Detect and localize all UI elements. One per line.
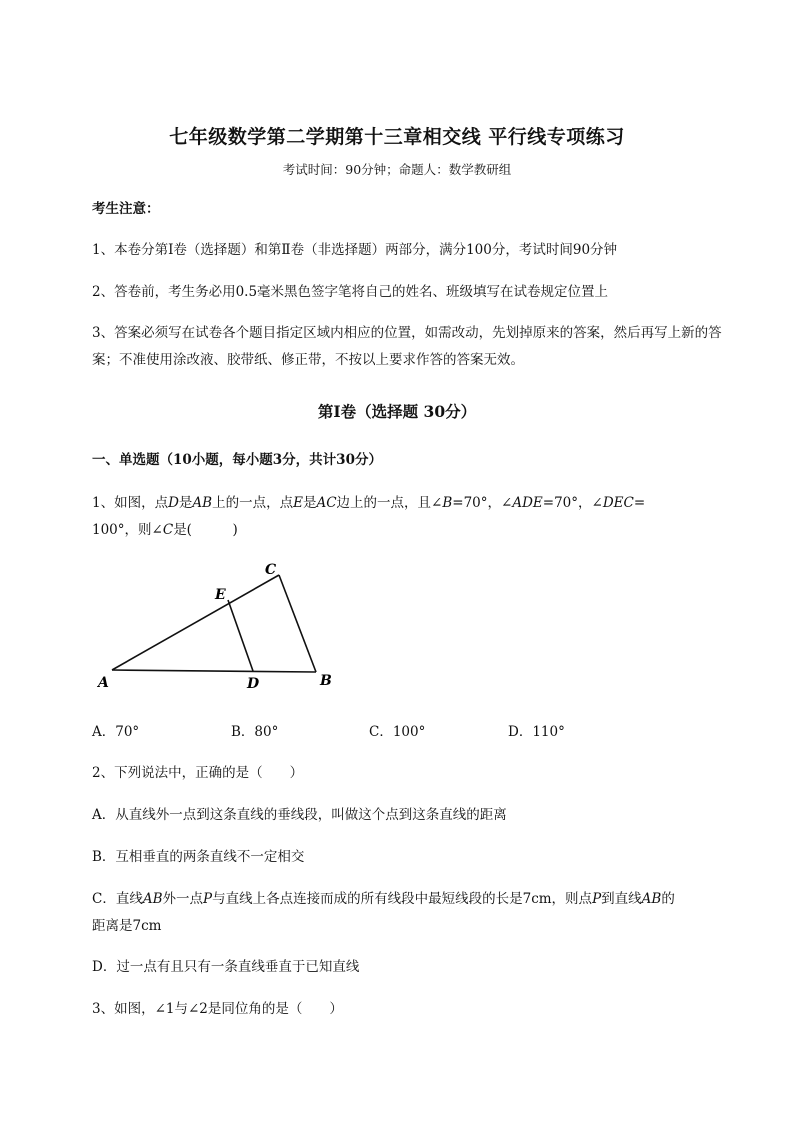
q1-option-d[interactable]: D．110° bbox=[508, 724, 565, 740]
page-title: 七年级数学第二学期第十三章相交线 平行线专项练习 bbox=[169, 126, 625, 148]
q1-text: = bbox=[633, 495, 646, 511]
part-heading: 一、单选题（10小题，每小题3分，共计30分） bbox=[92, 452, 382, 468]
q2-text: C．直线 bbox=[92, 891, 143, 907]
notice-item-1: 1、本卷分第I卷（选择题）和第Ⅱ卷（非选择题）两部分，满分100分，考试时间90分钟 bbox=[92, 242, 618, 258]
q1-text: 上的一点，点 bbox=[212, 495, 294, 511]
q1-var: ADE bbox=[512, 495, 543, 511]
question-1-line-2 bbox=[92, 517, 742, 544]
q2-text: 到直线 bbox=[601, 891, 642, 907]
q1-var: AC bbox=[316, 495, 337, 511]
label-d: D bbox=[247, 676, 260, 692]
q2-text: 的 bbox=[661, 891, 675, 907]
q1-var: C bbox=[162, 522, 174, 538]
q1-var: DEC bbox=[602, 495, 634, 511]
q1-var: B bbox=[442, 495, 453, 511]
q1-option-c[interactable]: C．100° bbox=[369, 724, 426, 740]
label-a: A bbox=[98, 675, 109, 691]
q2-option-a[interactable]: A．从直线外一点到这条直线的垂线段，叫做这个点到这条直线的距离 bbox=[92, 807, 507, 823]
segment-ab bbox=[112, 670, 316, 672]
q2-var: AB bbox=[142, 891, 163, 907]
q1-text: 边上的一点，且∠ bbox=[336, 495, 443, 511]
q1-text: 是 bbox=[178, 495, 193, 511]
q2-option-c[interactable] bbox=[92, 886, 742, 913]
question-3-stem: 3、如图，∠1与∠2是同位角的是（ ） bbox=[92, 1001, 343, 1017]
q2-option-d[interactable]: D．过一点有且只有一条直线垂直于已知直线 bbox=[92, 959, 360, 975]
q2-var: P bbox=[592, 891, 602, 907]
q1-option-b[interactable]: B．80° bbox=[231, 724, 279, 740]
notice-item-2: 2、答卷前，考生务必用0.5毫米黑色签字笔将自己的姓名、班级填写在试卷规定位置上 bbox=[92, 284, 609, 300]
q1-text: 是 bbox=[302, 495, 317, 511]
question-2-stem: 2、下列说法中，正确的是（ ） bbox=[92, 765, 304, 781]
segment-ed bbox=[228, 600, 253, 671]
q1-var: E bbox=[293, 495, 303, 511]
notice-item-3: 3、答案必须写在试卷各个题目指定区域内相应的位置，如需改动，先划掉原来的答案，然后再写上新的答案；不准使用涂改液、胶带纸、修正带，不按以上要求作答的答案无效。 bbox=[92, 325, 722, 368]
question-1-line-1 bbox=[92, 490, 742, 517]
label-e: E bbox=[215, 587, 226, 603]
q2-var: P bbox=[203, 891, 213, 907]
label-c: C bbox=[265, 562, 277, 578]
page-subtitle: 考试时间：90分钟；命题人：数学教研组 bbox=[282, 162, 512, 177]
label-b: B bbox=[320, 673, 332, 689]
q2-text: 与直线上各点连接而成的所有线段中最短线段的长是7cm，则点 bbox=[212, 891, 593, 907]
q1-var: AB bbox=[192, 495, 213, 511]
q1-text: 1、如图，点 bbox=[92, 495, 169, 511]
q1-options bbox=[92, 720, 742, 744]
q2-option-c-line-2: 距离是7cm bbox=[92, 918, 162, 934]
q2-option-b[interactable]: B．互相垂直的两条直线不一定相交 bbox=[92, 849, 305, 865]
q2-text: 外一点 bbox=[162, 891, 204, 907]
section-title: 第I卷（选择题 30分） bbox=[317, 402, 477, 421]
q1-option-a[interactable]: A．70° bbox=[92, 724, 140, 740]
q1-text: =70°，∠ bbox=[452, 495, 513, 511]
q2-var: AB bbox=[641, 891, 662, 907]
q1-text: =70°，∠ bbox=[542, 495, 603, 511]
notice-heading: 考生注意： bbox=[92, 201, 160, 217]
segment-ac bbox=[112, 575, 279, 670]
q1-text: 100°，则∠ bbox=[92, 522, 163, 538]
triangle-figure bbox=[92, 555, 352, 695]
q1-text: 是( ) bbox=[173, 522, 238, 538]
q1-var: D bbox=[168, 495, 179, 511]
segment-cb bbox=[279, 575, 316, 672]
